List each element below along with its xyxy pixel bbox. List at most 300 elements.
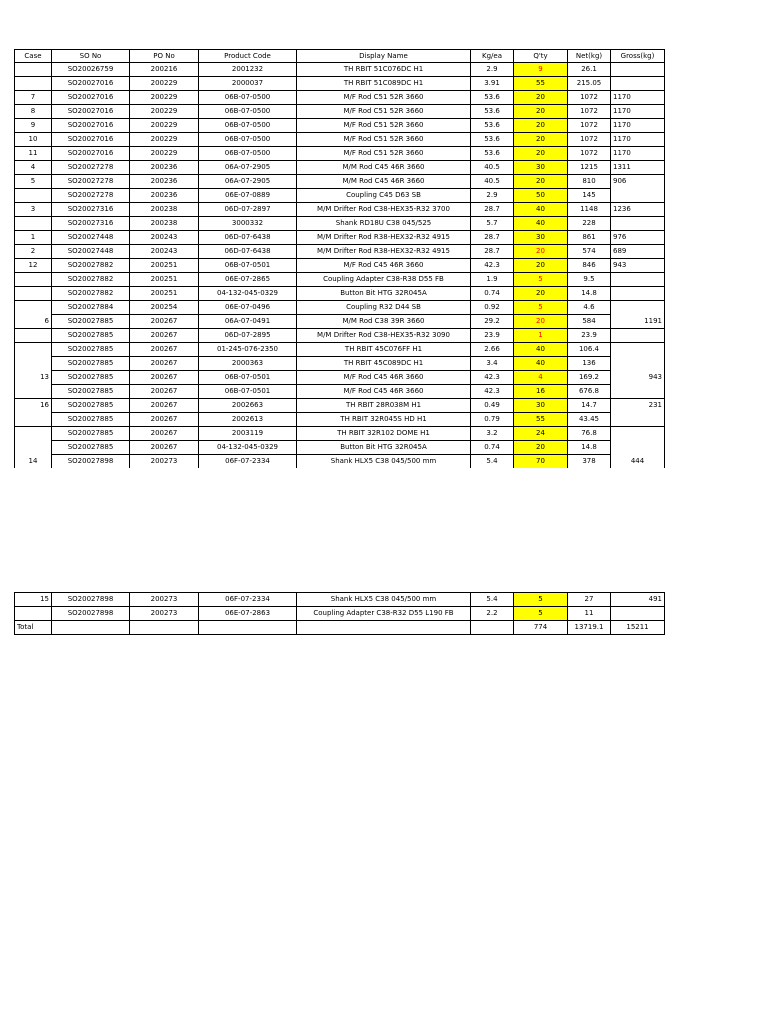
table-row <box>15 455 665 469</box>
qty-cell: 24 <box>514 427 568 441</box>
gross-cell <box>611 217 665 231</box>
case-cell <box>15 385 52 399</box>
po-cell <box>130 621 199 635</box>
gross-cell <box>611 287 665 301</box>
col-header-qty: Q'ty <box>514 50 568 63</box>
qty-cell: 20 <box>514 315 568 329</box>
header-row <box>15 50 665 63</box>
code-cell: 06B-07-0500 <box>199 147 297 161</box>
code-cell: 06B-07-0500 <box>199 91 297 105</box>
kg-cell: 28.7 <box>471 203 514 217</box>
col-header-so-no: SO No <box>52 50 130 63</box>
po-cell: 200236 <box>130 161 199 175</box>
gross-cell <box>611 301 665 315</box>
net-cell: 43.45 <box>568 413 611 427</box>
po-cell: 200229 <box>130 133 199 147</box>
kg-cell: 28.7 <box>471 231 514 245</box>
kg-cell: 3.91 <box>471 77 514 91</box>
so-cell: SO20027898 <box>52 593 130 607</box>
kg-cell: 40.5 <box>471 175 514 189</box>
net-cell: 810 <box>568 175 611 189</box>
qty-cell: 5 <box>514 301 568 315</box>
kg-cell: 5.7 <box>471 217 514 231</box>
code-cell: 3000332 <box>199 217 297 231</box>
total-row <box>15 621 665 635</box>
kg-cell: 3.4 <box>471 357 514 371</box>
so-cell: SO20027016 <box>52 119 130 133</box>
code-cell: 06B-07-0500 <box>199 133 297 147</box>
net-cell: 1072 <box>568 147 611 161</box>
gross-cell <box>611 189 665 203</box>
table-row <box>15 385 665 399</box>
case-cell: 12 <box>15 259 52 273</box>
kg-cell: 42.3 <box>471 371 514 385</box>
net-cell: 1148 <box>568 203 611 217</box>
po-cell: 200238 <box>130 203 199 217</box>
qty-cell: 70 <box>514 455 568 469</box>
name-cell <box>297 621 471 635</box>
qty-cell: 20 <box>514 105 568 119</box>
qty-cell: 20 <box>514 91 568 105</box>
kg-cell: 29.2 <box>471 315 514 329</box>
qty-cell: 20 <box>514 259 568 273</box>
table-row <box>15 427 665 441</box>
case-cell: 1 <box>15 231 52 245</box>
name-cell: M/M Rod C45 46R 3660 <box>297 161 471 175</box>
code-cell: 06B-07-0501 <box>199 371 297 385</box>
po-cell: 200273 <box>130 455 199 469</box>
table-row <box>15 329 665 343</box>
po-cell: 200238 <box>130 217 199 231</box>
so-cell: SO20027885 <box>52 329 130 343</box>
table-row <box>15 147 665 161</box>
name-cell: Shank HLX5 C38 045/500 mm <box>297 455 471 469</box>
case-cell <box>15 63 52 77</box>
case-cell: 14 <box>15 455 52 469</box>
so-cell: SO20027898 <box>52 607 130 621</box>
net-cell: 228 <box>568 217 611 231</box>
po-cell: 200267 <box>130 329 199 343</box>
table-row <box>15 441 665 455</box>
name-cell: M/M Rod C38 39R 3660 <box>297 315 471 329</box>
so-cell: SO20027885 <box>52 413 130 427</box>
case-cell <box>15 329 52 343</box>
code-cell: 2002613 <box>199 413 297 427</box>
net-cell: 14.8 <box>568 441 611 455</box>
case-cell: 6 <box>15 315 52 329</box>
net-cell: 378 <box>568 455 611 469</box>
code-cell: 06A-07-2905 <box>199 161 297 175</box>
kg-cell: 2.9 <box>471 189 514 203</box>
code-cell: 01-245-076-2350 <box>199 343 297 357</box>
gross-cell: 1170 <box>611 91 665 105</box>
table-row <box>15 119 665 133</box>
net-cell: 1072 <box>568 133 611 147</box>
code-cell: 06D-07-6438 <box>199 231 297 245</box>
code-cell: 06B-07-0501 <box>199 385 297 399</box>
so-cell: SO20027885 <box>52 427 130 441</box>
case-cell <box>15 357 52 371</box>
name-cell: M/F Rod C51 52R 3660 <box>297 119 471 133</box>
po-cell: 200251 <box>130 287 199 301</box>
code-cell: 2003119 <box>199 427 297 441</box>
kg-cell: 53.6 <box>471 147 514 161</box>
gross-cell <box>611 607 665 621</box>
name-cell: Button Bit HTG 32R045A <box>297 287 471 301</box>
case-cell <box>15 77 52 91</box>
case-cell: 16 <box>15 399 52 413</box>
so-cell: SO20027278 <box>52 175 130 189</box>
kg-cell: 42.3 <box>471 385 514 399</box>
gross-cell: 976 <box>611 231 665 245</box>
qty-cell: 16 <box>514 385 568 399</box>
kg-cell: 2.66 <box>471 343 514 357</box>
table-row <box>15 189 665 203</box>
so-cell: SO20027884 <box>52 301 130 315</box>
col-header-net: Net(kg) <box>568 50 611 63</box>
gross-cell <box>611 343 665 357</box>
total-label: Total <box>15 621 52 635</box>
table-row <box>15 607 665 621</box>
name-cell: Coupling Adapter C38-R32 D55 L190 FB <box>297 607 471 621</box>
code-cell: 06B-07-0500 <box>199 105 297 119</box>
case-cell <box>15 441 52 455</box>
kg-cell: 0.74 <box>471 441 514 455</box>
po-cell: 200267 <box>130 371 199 385</box>
name-cell: Coupling Adapter C38-R38 D55 FB <box>297 273 471 287</box>
kg-cell: 40.5 <box>471 161 514 175</box>
net-cell: 136 <box>568 357 611 371</box>
qty-cell: 4 <box>514 371 568 385</box>
so-cell: SO20027885 <box>52 343 130 357</box>
gross-cell: 906 <box>611 175 665 189</box>
net-cell: 76.8 <box>568 427 611 441</box>
po-cell: 200267 <box>130 315 199 329</box>
qty-cell: 40 <box>514 343 568 357</box>
name-cell: M/M Drifter Rod C38-HEX35-R32 3090 <box>297 329 471 343</box>
so-cell: SO20026759 <box>52 63 130 77</box>
net-cell: 861 <box>568 231 611 245</box>
table-row <box>15 301 665 315</box>
table-row <box>15 315 665 329</box>
net-cell: 14.8 <box>568 287 611 301</box>
po-cell: 200251 <box>130 259 199 273</box>
table-row <box>15 273 665 287</box>
table-row <box>15 203 665 217</box>
so-cell: SO20027882 <box>52 273 130 287</box>
code-cell: 06D-07-2895 <box>199 329 297 343</box>
po-cell: 200273 <box>130 593 199 607</box>
so-cell: SO20027885 <box>52 385 130 399</box>
case-cell <box>15 217 52 231</box>
case-cell <box>15 301 52 315</box>
table-row <box>15 77 665 91</box>
table-row <box>15 133 665 147</box>
case-cell: 3 <box>15 203 52 217</box>
kg-cell: 28.7 <box>471 245 514 259</box>
net-cell: 584 <box>568 315 611 329</box>
qty-cell: 20 <box>514 147 568 161</box>
case-cell <box>15 287 52 301</box>
gross-cell: 1191 <box>611 315 665 329</box>
net-cell: 11 <box>568 607 611 621</box>
packing-list-table <box>14 49 665 468</box>
gross-cell <box>611 357 665 371</box>
po-cell: 200243 <box>130 245 199 259</box>
qty-cell: 50 <box>514 189 568 203</box>
kg-cell: 5.4 <box>471 593 514 607</box>
so-cell: SO20027016 <box>52 91 130 105</box>
col-header-product-code: Product Code <box>199 50 297 63</box>
name-cell: Button Bit HTG 32R045A <box>297 441 471 455</box>
so-cell: SO20027316 <box>52 203 130 217</box>
po-cell: 200236 <box>130 189 199 203</box>
so-cell: SO20027016 <box>52 147 130 161</box>
name-cell: M/F Rod C45 46R 3660 <box>297 259 471 273</box>
net-cell: 215.05 <box>568 77 611 91</box>
po-cell: 200267 <box>130 357 199 371</box>
kg-cell: 3.2 <box>471 427 514 441</box>
po-cell: 200229 <box>130 77 199 91</box>
qty-cell: 20 <box>514 245 568 259</box>
kg-cell: 53.6 <box>471 91 514 105</box>
table-row <box>15 413 665 427</box>
gross-cell: 444 <box>611 455 665 469</box>
name-cell: Shank RD18U C38 045/525 <box>297 217 471 231</box>
code-cell: 06D-07-6438 <box>199 245 297 259</box>
name-cell: TH RBIT 51C076DC H1 <box>297 63 471 77</box>
table-row <box>15 217 665 231</box>
qty-cell: 20 <box>514 119 568 133</box>
gross-cell <box>611 413 665 427</box>
case-cell: 11 <box>15 147 52 161</box>
table-row <box>15 593 665 607</box>
po-cell: 200267 <box>130 343 199 357</box>
so-cell: SO20027882 <box>52 287 130 301</box>
qty-cell: 1 <box>514 329 568 343</box>
case-cell: 7 <box>15 91 52 105</box>
code-cell: 06F-07-2334 <box>199 455 297 469</box>
net-cell: 23.9 <box>568 329 611 343</box>
case-cell: 13 <box>15 371 52 385</box>
qty-cell: 20 <box>514 287 568 301</box>
case-cell <box>15 343 52 357</box>
kg-cell: 0.92 <box>471 301 514 315</box>
case-cell: 5 <box>15 175 52 189</box>
gross-cell <box>611 385 665 399</box>
packing-list-table-continued <box>14 592 665 635</box>
gross-cell <box>611 273 665 287</box>
po-cell: 200273 <box>130 607 199 621</box>
code-cell: 2000363 <box>199 357 297 371</box>
code-cell: 2002663 <box>199 399 297 413</box>
qty-cell: 55 <box>514 413 568 427</box>
name-cell: TH RBIT 32R102 DOME H1 <box>297 427 471 441</box>
table-row <box>15 231 665 245</box>
net-cell: 574 <box>568 245 611 259</box>
table-row <box>15 343 665 357</box>
qty-cell: 30 <box>514 399 568 413</box>
col-header-kg-ea: Kg/ea <box>471 50 514 63</box>
name-cell: Coupling C45 D63 SB <box>297 189 471 203</box>
table-row <box>15 161 665 175</box>
code-cell: 06F-07-2334 <box>199 593 297 607</box>
gross-cell: 943 <box>611 371 665 385</box>
case-cell: 15 <box>15 593 52 607</box>
po-cell: 200267 <box>130 385 199 399</box>
col-header-po-no: PO No <box>130 50 199 63</box>
col-header-display-name: Display Name <box>297 50 471 63</box>
kg-cell: 2.2 <box>471 607 514 621</box>
qty-cell: 5 <box>514 607 568 621</box>
kg-cell: 42.3 <box>471 259 514 273</box>
code-cell: 04-132-045-0329 <box>199 441 297 455</box>
po-cell: 200229 <box>130 91 199 105</box>
code-cell: 06A-07-2905 <box>199 175 297 189</box>
so-cell: SO20027885 <box>52 441 130 455</box>
name-cell: M/F Rod C51 52R 3660 <box>297 105 471 119</box>
table-row <box>15 287 665 301</box>
so-cell: SO20027885 <box>52 371 130 385</box>
so-cell: SO20027448 <box>52 231 130 245</box>
table-row <box>15 91 665 105</box>
po-cell: 200254 <box>130 301 199 315</box>
code-cell: 06A-07-0491 <box>199 315 297 329</box>
so-cell: SO20027316 <box>52 217 130 231</box>
so-cell: SO20027885 <box>52 315 130 329</box>
total-gross: 15211 <box>611 621 665 635</box>
code-cell <box>199 621 297 635</box>
total-net: 13719.1 <box>568 621 611 635</box>
kg-cell: 53.6 <box>471 133 514 147</box>
so-cell: SO20027885 <box>52 357 130 371</box>
net-cell: 1072 <box>568 105 611 119</box>
po-cell: 200229 <box>130 147 199 161</box>
case-cell: 4 <box>15 161 52 175</box>
so-cell: SO20027885 <box>52 399 130 413</box>
name-cell: TH RBIT 45C089DC H1 <box>297 357 471 371</box>
net-cell: 846 <box>568 259 611 273</box>
gross-cell <box>611 441 665 455</box>
po-cell: 200229 <box>130 119 199 133</box>
code-cell: 06E-07-2865 <box>199 273 297 287</box>
qty-cell: 9 <box>514 63 568 77</box>
code-cell: 2001232 <box>199 63 297 77</box>
name-cell: M/M Drifter Rod C38-HEX35-R32 3700 <box>297 203 471 217</box>
so-cell: SO20027882 <box>52 259 130 273</box>
qty-cell: 40 <box>514 203 568 217</box>
gross-cell: 1311 <box>611 161 665 175</box>
net-cell: 1215 <box>568 161 611 175</box>
gross-cell: 231 <box>611 399 665 413</box>
total-qty: 774 <box>514 621 568 635</box>
name-cell: TH RBIT 51C089DC H1 <box>297 77 471 91</box>
kg-cell: 2.9 <box>471 63 514 77</box>
po-cell: 200229 <box>130 105 199 119</box>
net-cell: 169.2 <box>568 371 611 385</box>
kg-cell <box>471 621 514 635</box>
name-cell: Shank HLX5 C38 045/500 mm <box>297 593 471 607</box>
net-cell: 26.1 <box>568 63 611 77</box>
name-cell: M/F Rod C51 52R 3660 <box>297 147 471 161</box>
so-cell: SO20027898 <box>52 455 130 469</box>
qty-cell: 55 <box>514 77 568 91</box>
name-cell: M/M Rod C45 46R 3660 <box>297 175 471 189</box>
net-cell: 106.4 <box>568 343 611 357</box>
gross-cell: 1170 <box>611 105 665 119</box>
name-cell: TH RBIT 32R045S HD H1 <box>297 413 471 427</box>
table-row <box>15 399 665 413</box>
name-cell: M/F Rod C51 52R 3660 <box>297 91 471 105</box>
case-cell: 9 <box>15 119 52 133</box>
name-cell: M/F Rod C45 46R 3660 <box>297 385 471 399</box>
so-cell: SO20027016 <box>52 77 130 91</box>
gross-cell: 943 <box>611 259 665 273</box>
net-cell: 676.8 <box>568 385 611 399</box>
code-cell: 06E-07-0496 <box>199 301 297 315</box>
qty-cell: 30 <box>514 231 568 245</box>
gross-cell: 491 <box>611 593 665 607</box>
name-cell: M/F Rod C45 46R 3660 <box>297 371 471 385</box>
table-row <box>15 357 665 371</box>
kg-cell: 53.6 <box>471 119 514 133</box>
table-row <box>15 63 665 77</box>
qty-cell: 30 <box>514 161 568 175</box>
code-cell: 06E-07-2863 <box>199 607 297 621</box>
so-cell: SO20027016 <box>52 105 130 119</box>
po-cell: 200267 <box>130 441 199 455</box>
kg-cell: 0.49 <box>471 399 514 413</box>
kg-cell: 0.74 <box>471 287 514 301</box>
case-cell <box>15 413 52 427</box>
qty-cell: 20 <box>514 175 568 189</box>
po-cell: 200236 <box>130 175 199 189</box>
net-cell: 14.7 <box>568 399 611 413</box>
qty-cell: 20 <box>514 133 568 147</box>
po-cell: 200267 <box>130 427 199 441</box>
code-cell: 06E-07-0889 <box>199 189 297 203</box>
table-row <box>15 175 665 189</box>
gross-cell: 1170 <box>611 119 665 133</box>
name-cell: M/M Drifter Rod R38-HEX32-R32 4915 <box>297 231 471 245</box>
so-cell: SO20027278 <box>52 189 130 203</box>
so-cell: SO20027448 <box>52 245 130 259</box>
case-cell <box>15 607 52 621</box>
qty-cell: 40 <box>514 217 568 231</box>
col-header-gross: Gross(kg) <box>611 50 665 63</box>
case-cell <box>15 427 52 441</box>
name-cell: M/F Rod C51 52R 3660 <box>297 133 471 147</box>
name-cell: M/M Drifter Rod R38-HEX32-R32 4915 <box>297 245 471 259</box>
net-cell: 4.6 <box>568 301 611 315</box>
po-cell: 200267 <box>130 413 199 427</box>
table-row <box>15 245 665 259</box>
gross-cell: 1236 <box>611 203 665 217</box>
case-cell: 2 <box>15 245 52 259</box>
net-cell: 145 <box>568 189 611 203</box>
net-cell: 27 <box>568 593 611 607</box>
gross-cell <box>611 77 665 91</box>
qty-cell: 5 <box>514 593 568 607</box>
gross-cell: 1170 <box>611 133 665 147</box>
table-row <box>15 259 665 273</box>
name-cell: TH RBIT 28R038M H1 <box>297 399 471 413</box>
kg-cell: 1.9 <box>471 273 514 287</box>
kg-cell: 23.9 <box>471 329 514 343</box>
net-cell: 1072 <box>568 91 611 105</box>
gross-cell <box>611 63 665 77</box>
po-cell: 200267 <box>130 399 199 413</box>
